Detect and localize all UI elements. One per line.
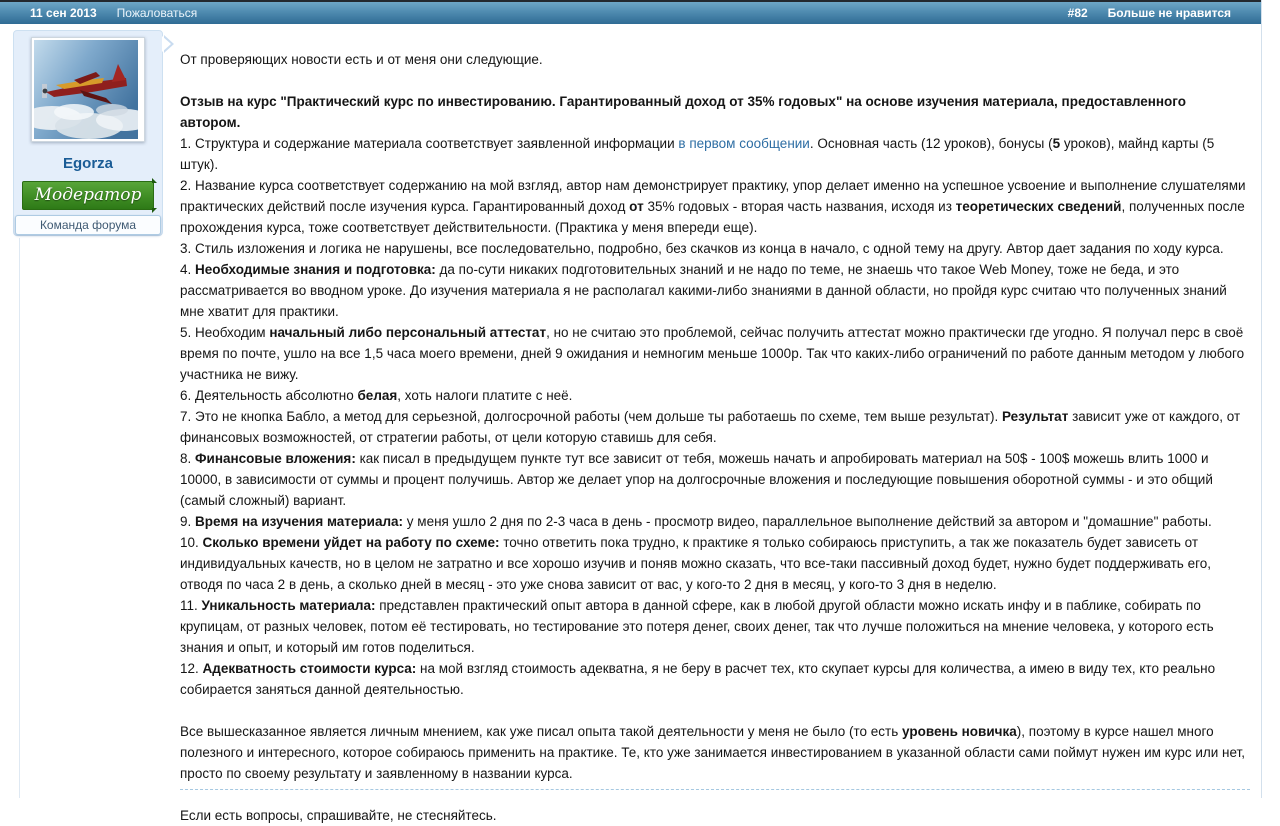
text-segment: , полученных после прохождения курса, тоже соответствует действительности. (Практика у меня впереди еще). [180, 199, 1245, 235]
post-header-bar [0, 0, 1261, 24]
post-body [180, 49, 1250, 826]
post-date: 11 сен 2013 [30, 6, 97, 20]
post-blank-line [180, 784, 1250, 805]
ribbon-fold-top [152, 178, 157, 183]
moderator-badge [22, 181, 154, 210]
text-segment: , хоть налоги платите с неё. [397, 388, 573, 403]
text-segment: белая [357, 388, 398, 403]
message-arrow [162, 36, 171, 52]
post-paragraph [180, 595, 1250, 658]
post-paragraph [180, 448, 1250, 511]
text-segment: Все вышесказанное является личным мнением, как уже писал опыта такой деятельности у меня не было (то есть [180, 724, 902, 739]
text-segment: на мой взгляд стоимость адекватна, я не беру в расчет тех, кто скупает курсы для количества, а имею в виду тех, кто реально собирается заняться данной деятельностью. [180, 661, 1216, 697]
text-segment: 4. [180, 262, 196, 277]
post-paragraph [180, 511, 1250, 532]
post-paragraph [180, 721, 1250, 784]
avatar[interactable] [31, 37, 145, 142]
text-segment: Уникальность материала: [201, 598, 376, 613]
text-segment: 5 [1052, 136, 1061, 151]
report-link[interactable]: Пожаловаться [116, 6, 198, 20]
airplane-avatar-image [34, 40, 138, 139]
text-segment: 10. [180, 535, 203, 550]
text-segment: 5. Необходим [180, 325, 270, 340]
text-segment: Необходимые знания и подготовка: [195, 262, 436, 277]
post-paragraph [180, 322, 1250, 385]
user-info-block [13, 30, 163, 236]
text-segment: Финансовые вложения: [195, 451, 356, 466]
post-paragraph [180, 385, 1250, 406]
post-paragraph [180, 238, 1250, 259]
post-paragraph [180, 658, 1250, 700]
inline-link[interactable]: в первом сообщении [678, 136, 810, 151]
text-segment: точно ответить пока трудно, к практике я только собираюсь приступить, а так же показатель будет зависеть от индивидуальных качеств, но в целом не затратно и все хорошо изучив и поняв можно сказать, что все-таки пассивный доход будет, нужно будет поддерживать его, отводя по часа 2 в день, а сколько дней в месяц - это уже снова зависит от вас, у кого-то 2 дня в месяц, у кого-то 3 дня в неделю. [180, 535, 1211, 592]
text-segment: уроков), майнд карты (5 штук). [180, 136, 1215, 172]
ribbon-fold-bottom [152, 208, 157, 213]
text-segment: как писал в предыдущем пункте тут все зависит от тебя, можешь начать и апробировать материал на 50$ - 100$ можешь влить 1000 и 10000, в зависимости от суммы и процент получишь. Автор же делает упор на долгосрочные вложения и последующие повышения оборотной суммы - и это общий (самый сложный) вариант. [180, 451, 1213, 508]
signature-divider [180, 789, 1250, 790]
post-header-right [1068, 6, 1231, 20]
text-segment: теоретических сведений [955, 199, 1122, 214]
text-segment: 2. Название курса соответствует содержанию на мой взгляд, автор нам демонстрирует практику, упор делает именно на успешное усвоение и выполнение слушателями практических действий после изучения курса. Гарантированный доход [180, 178, 1246, 214]
post-number-link[interactable]: #82 [1067, 6, 1088, 20]
text-segment: 11. [180, 598, 202, 613]
text-segment: от [629, 199, 644, 214]
text-segment: Если есть вопросы, спрашивайте, не стесняйтесь. [180, 808, 497, 823]
text-segment: . Основная часть (12 уроков), бонусы ( [809, 136, 1053, 151]
post-blank-line [180, 70, 1250, 91]
post-paragraph [180, 805, 1250, 826]
moderator-badge-label: Модератор [34, 185, 142, 205]
post-paragraph [180, 91, 1250, 133]
post-header-left [30, 6, 197, 20]
text-segment: да по-сути никаких подготовительных знаний и не надо по теме, не знаешь что такое Web Money, тоже не беда, и это рассматривается во вводном уроке. До изучения материала я не располагал какими-либо знаниями в данной области, но пройдя курс считаю что полученных знаний мне хватит для практики. [180, 262, 1227, 319]
text-segment: ), поэтому в курсе нашел много полезного и интересного, которое собираюсь применить на практике. Те, кто уже занимается инвестированием в указанной области сами поймут нужен им курс или нет, просто по своему результату и заявленному в названии курса. [180, 724, 1245, 781]
text-segment: 6. Деятельность абсолютно [180, 388, 358, 403]
text-segment: Отзыв на курс "Практический курс по инвестированию. Гарантированный доход от 35% годовых" на основе изучения материала, предоставленного автором. [180, 94, 1186, 130]
post-paragraph [180, 133, 1250, 175]
post-paragraph [180, 406, 1250, 448]
post-paragraph [180, 532, 1250, 595]
unlike-link[interactable]: Больше не нравится [1107, 6, 1231, 20]
text-segment: 3. Стиль изложения и логика не нарушены, все последовательно, подробно, без скачков из конца в начало, с одной тему на другу. Автор дает задания по ходу курса. [180, 241, 1224, 256]
text-segment: 35% годовых - вторая часть названия, исходя из [643, 199, 956, 214]
staff-banner: Команда форума [15, 215, 161, 235]
text-segment: 9. [180, 514, 196, 529]
post-paragraph [180, 259, 1250, 322]
text-segment: уровень новичка [902, 724, 1017, 739]
text-segment: 12. [180, 661, 203, 676]
post-paragraph [180, 49, 1250, 70]
post-blank-line [180, 700, 1250, 721]
text-segment: Адекватность стоимости курса: [202, 661, 417, 676]
text-segment: 1. Структура и содержание материала соответствует заявленной информации [180, 136, 679, 151]
text-segment: 7. Это не кнопка Бабло, а метод для серьезной, долгосрочной работы (чем дольше ты работаешь по схеме, тем выше результат). [180, 409, 1002, 424]
text-segment: Результат [1002, 409, 1069, 424]
text-segment: представлен практический опыт автора в данной сфере, как в любой другой области можно искать инфу и в паблике, собирать по крупицам, от разных человек, потом её тестировать, но тестирование это потеря денег, своих денег, так что лучше положиться на мнение человека, у которого есть знания и опыт, и который им готов поделиться. [180, 598, 1214, 655]
text-segment: , но не считаю это проблемой, сейчас получить аттестат можно практически где угодно. Я получал перс в своё время по почте, ушло на все 1,5 часа моего времени, дней 9 ожидания и немногим меньше 1000р. Так что каких-либо ограничений по работе данным методом у любого участника не вижу. [180, 325, 1245, 382]
text-segment: 8. [180, 451, 196, 466]
text-segment: От проверяющих новости есть и от меня они следующие. [180, 52, 543, 67]
text-segment: Время на изучения материала: [195, 514, 404, 529]
post-paragraph [180, 175, 1250, 238]
username-link[interactable]: Egorza [62, 155, 113, 172]
left-column-divider [19, 238, 20, 798]
text-segment: у меня ушло 2 дня по 2-3 часа в день - просмотр видео, параллельное выполнение действий за автором и "домашние" работы. [403, 514, 1212, 529]
text-segment: зависит уже от каждого, от финансовых возможностей, от стратегии работы, от цели которую ставишь для себя. [180, 409, 1241, 445]
text-segment: начальный либо персональный аттестат [269, 325, 547, 340]
text-segment: Сколько времени уйдет на работу по схеме: [202, 535, 500, 550]
